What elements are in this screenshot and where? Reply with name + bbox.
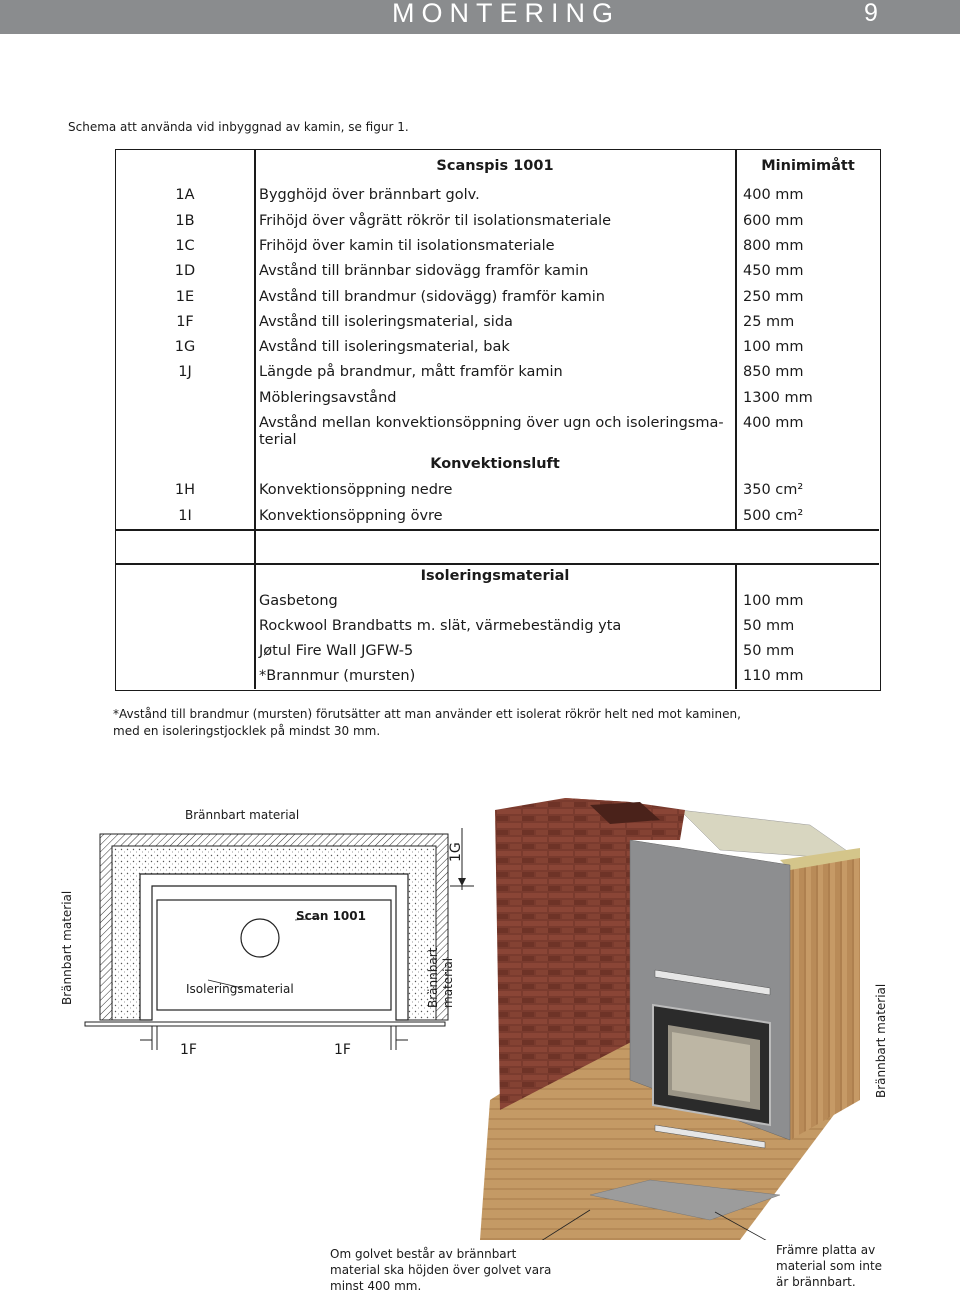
caption-plate [776, 1242, 882, 1290]
plan-top-label: Brännbart material [185, 808, 300, 822]
iso-title: Isoleringsmaterial [420, 568, 570, 584]
row-desc: Konvektionsöppning nedre [259, 482, 453, 498]
caption-line: material ska höjden över golvet vara [330, 1263, 552, 1277]
row-desc: *Brannmur (mursten) [259, 668, 416, 684]
konvektion-title: Konvektionsluft [430, 456, 560, 472]
row-value: 400 mm [743, 187, 804, 203]
row-code: 1F [176, 314, 194, 330]
dim-1f-left: 1F [180, 1042, 197, 1058]
row-value: 100 mm [743, 593, 804, 609]
row-desc: Avstånd till brandmur (sidovägg) framför kamin [259, 289, 605, 305]
row-code: 1I [178, 508, 192, 524]
row-value: 50 mm [743, 643, 795, 659]
row-value: 500 cm² [743, 508, 804, 524]
row-desc: Avstånd till isoleringsmaterial, sida [259, 314, 513, 330]
row-value: 250 mm [743, 289, 804, 305]
plan-right-label [426, 938, 456, 1008]
iso-label: Isoleringsmaterial [186, 982, 294, 996]
table-title: Scanspis 1001 [436, 158, 554, 174]
row-value: 1300 mm [743, 390, 813, 406]
row-desc: Jøtul Fire Wall JGFW-5 [259, 643, 414, 659]
row-code: 1A [175, 187, 195, 203]
caption-floor [330, 1246, 551, 1294]
row-desc: Avstånd till isoleringsmaterial, bak [259, 339, 510, 355]
row-value: 350 cm² [743, 482, 804, 498]
row-desc: Konvektionsöppning övre [259, 508, 443, 524]
intro-text: Schema att använda vid inbyggnad av kamin, se figur 1. [68, 120, 409, 134]
row-desc: Bygghöjd över brännbart golv. [259, 187, 480, 203]
footnote-line: med en isoleringstjocklek på mindst 30 mm. [113, 724, 381, 738]
caption-line: Främre platta av [776, 1243, 876, 1257]
caption-line: material som inte [776, 1259, 883, 1273]
row-value: 800 mm [743, 238, 804, 254]
plan-right-label-line: Brännbart [426, 947, 440, 1008]
row-code: 1H [174, 482, 196, 498]
row-desc: Frihöjd över vågrätt rökrör til isolationsmateriale [259, 213, 612, 229]
row-value: 450 mm [743, 263, 804, 279]
table-rule [115, 563, 879, 565]
plan-right-label-line: material [441, 957, 455, 1008]
row-value: 600 mm [743, 213, 804, 229]
table-divider [735, 563, 737, 689]
row-value: 850 mm [743, 364, 804, 380]
row-desc: Gasbetong [259, 593, 338, 609]
row-value: 25 mm [743, 314, 795, 330]
dim-1g-label: 1G [448, 842, 464, 862]
table-rule [115, 529, 879, 531]
row-value: 110 mm [743, 668, 804, 684]
row-value: 100 mm [743, 339, 804, 355]
row-desc: Rockwool Brandbatts m. slät, värmebeständig yta [259, 618, 622, 634]
illustration-right-label: Brännbart material [874, 983, 888, 1098]
scan-label: Scan 1001 [296, 909, 366, 923]
row-desc-cont: terial [259, 432, 297, 448]
caption-line: Om golvet består av brännbart [330, 1247, 517, 1261]
dim-arrow [458, 878, 466, 886]
right-wood-wall [790, 850, 860, 1140]
row-code: 1B [175, 213, 195, 229]
page-header [0, 0, 960, 34]
row-desc: Avstånd mellan konvektionsöppning över ugn och isoleringsma- [259, 415, 724, 431]
flue-circle [241, 919, 279, 957]
row-desc: Möbleringsavstånd [259, 390, 397, 406]
row-code: 1J [178, 364, 192, 380]
row-desc: Längde på brandmur, mått framför kamin [259, 364, 563, 380]
row-desc: Avstånd till brännbar sidovägg framför kamin [259, 263, 589, 279]
row-code: 1C [175, 238, 195, 254]
row-code: 1G [174, 339, 196, 355]
caption-line: minst 400 mm. [330, 1279, 422, 1293]
floor-strip [85, 1022, 445, 1026]
row-desc: Frihöjd över kamin til isolationsmateriale [259, 238, 555, 254]
plan-left-label: Brännbart material [60, 890, 74, 1005]
table-divider [735, 149, 737, 477]
stove-illustration [470, 780, 890, 1240]
min-header: Minimimått [761, 158, 855, 174]
page-number: 9 [864, 0, 878, 27]
caption-line: är brännbart. [776, 1275, 856, 1289]
dim-1f-right: 1F [334, 1042, 351, 1058]
table-divider [735, 477, 737, 529]
plan-diagram [60, 800, 500, 1070]
row-code: 1E [175, 289, 195, 305]
row-value: 400 mm [743, 415, 804, 431]
section-title: MONTERING [392, 0, 620, 28]
footnote-line: *Avstånd till brandmur (mursten) förutsätter att man använder ett isolerat rökrör helt ned mot kaminen, [113, 707, 741, 721]
table-divider [254, 149, 256, 689]
row-code: 1D [174, 263, 196, 279]
footnote [113, 706, 763, 740]
row-value: 50 mm [743, 618, 795, 634]
